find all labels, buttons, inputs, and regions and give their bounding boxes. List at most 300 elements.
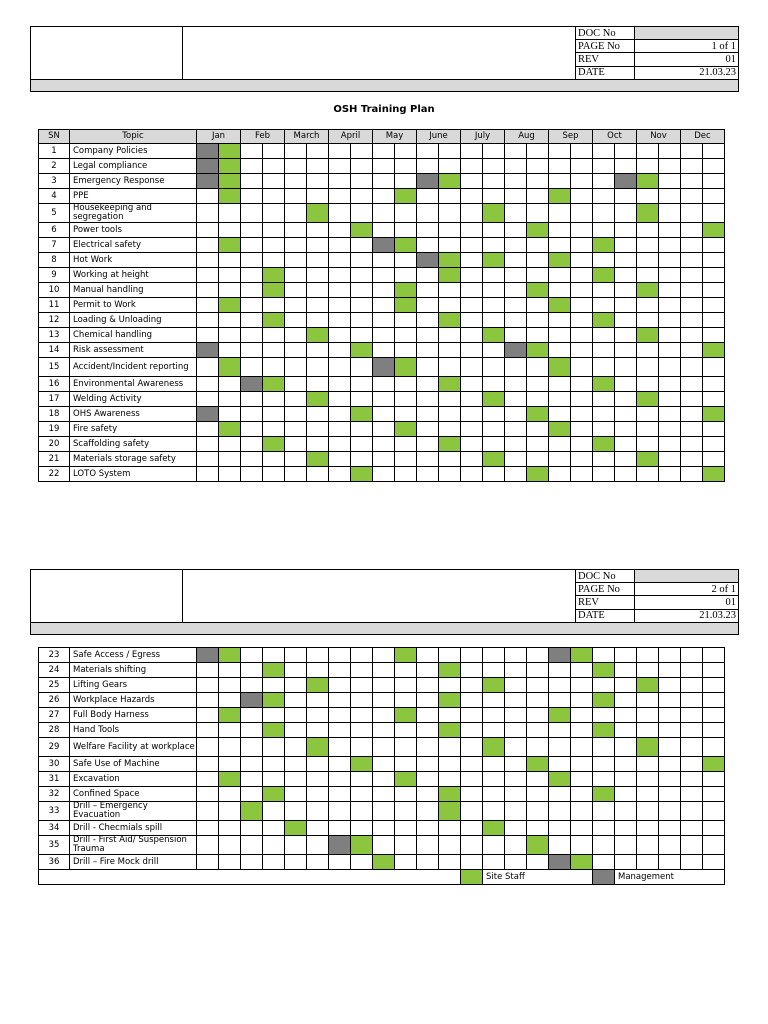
- schedule-cell: [703, 738, 725, 757]
- schedule-cell: [373, 283, 395, 298]
- schedule-cell: [417, 238, 439, 253]
- schedule-cell: [461, 253, 483, 268]
- schedule-cell: [263, 678, 285, 693]
- schedule-cell: [527, 802, 549, 821]
- schedule-cell: [395, 467, 417, 482]
- site-staff-cell: [219, 174, 241, 189]
- site-staff-cell: [593, 723, 615, 738]
- schedule-cell: [483, 268, 505, 283]
- schedule-cell: [681, 772, 703, 787]
- schedule-cell: [285, 189, 307, 204]
- schedule-cell: [351, 772, 373, 787]
- date-value: 21.03.23: [635, 609, 739, 622]
- row-topic: Manual handling: [70, 283, 197, 298]
- schedule-cell: [395, 377, 417, 392]
- schedule-cell: [263, 223, 285, 238]
- schedule-cell: [637, 189, 659, 204]
- schedule-cell: [373, 159, 395, 174]
- table-row: [39, 648, 725, 663]
- schedule-cell: [285, 738, 307, 757]
- row-topic: Chemical handling: [70, 328, 197, 343]
- schedule-cell: [219, 757, 241, 772]
- schedule-cell: [681, 663, 703, 678]
- schedule-cell: [263, 204, 285, 223]
- schedule-cell: [549, 343, 571, 358]
- site-staff-cell: [395, 708, 417, 723]
- row-topic: Welfare Facility at workplace: [70, 738, 197, 757]
- schedule-cell: [219, 693, 241, 708]
- schedule-cell: [439, 648, 461, 663]
- row-topic: Hand Tools: [70, 723, 197, 738]
- schedule-cell: [263, 772, 285, 787]
- row-sn: 1: [39, 144, 70, 159]
- schedule-cell: [505, 802, 527, 821]
- schedule-cell: [527, 313, 549, 328]
- schedule-cell: [483, 159, 505, 174]
- schedule-cell: [505, 313, 527, 328]
- management-cell: [197, 343, 219, 358]
- table-row: [39, 787, 725, 802]
- schedule-cell: [505, 253, 527, 268]
- schedule-cell: [615, 422, 637, 437]
- schedule-cell: [197, 663, 219, 678]
- schedule-cell: [505, 298, 527, 313]
- schedule-cell: [197, 821, 219, 836]
- schedule-cell: [307, 253, 329, 268]
- schedule-cell: [307, 663, 329, 678]
- schedule-cell: [329, 772, 351, 787]
- schedule-cell: [549, 377, 571, 392]
- schedule-cell: [549, 174, 571, 189]
- schedule-cell: [637, 772, 659, 787]
- schedule-cell: [263, 174, 285, 189]
- schedule-cell: [439, 144, 461, 159]
- schedule-cell: [681, 223, 703, 238]
- schedule-cell: [219, 836, 241, 855]
- site-staff-cell: [263, 723, 285, 738]
- schedule-cell: [703, 787, 725, 802]
- schedule-cell: [571, 467, 593, 482]
- schedule-cell: [351, 437, 373, 452]
- schedule-cell: [637, 223, 659, 238]
- table-row: [39, 708, 725, 723]
- site-staff-cell: [637, 328, 659, 343]
- schedule-cell: [417, 313, 439, 328]
- schedule-cell: [615, 204, 637, 223]
- schedule-cell: [285, 422, 307, 437]
- table-row: [39, 738, 725, 757]
- schedule-cell: [329, 358, 351, 377]
- legend-row: [39, 870, 725, 885]
- header-title-area: [183, 27, 576, 80]
- schedule-cell: [307, 821, 329, 836]
- schedule-cell: [505, 663, 527, 678]
- schedule-cell: [571, 787, 593, 802]
- schedule-cell: [505, 204, 527, 223]
- site-staff-cell: [439, 723, 461, 738]
- logo-area: [31, 570, 183, 623]
- schedule-cell: [329, 723, 351, 738]
- schedule-cell: [219, 663, 241, 678]
- schedule-cell: [197, 238, 219, 253]
- schedule-cell: [395, 821, 417, 836]
- schedule-cell: [461, 467, 483, 482]
- schedule-cell: [571, 452, 593, 467]
- row-sn: 16: [39, 377, 70, 392]
- schedule-cell: [549, 693, 571, 708]
- schedule-cell: [307, 693, 329, 708]
- row-sn: 22: [39, 467, 70, 482]
- schedule-cell: [527, 648, 549, 663]
- schedule-cell: [307, 268, 329, 283]
- row-topic: Welding Activity: [70, 392, 197, 407]
- schedule-cell: [461, 802, 483, 821]
- schedule-cell: [351, 238, 373, 253]
- schedule-cell: [395, 452, 417, 467]
- schedule-cell: [681, 313, 703, 328]
- schedule-cell: [373, 268, 395, 283]
- date-label: DATE: [576, 609, 635, 622]
- schedule-cell: [351, 787, 373, 802]
- site-staff-cell: [637, 738, 659, 757]
- table-row: [39, 467, 725, 482]
- schedule-cell: [483, 802, 505, 821]
- schedule-cell: [439, 422, 461, 437]
- management-cell: [197, 144, 219, 159]
- schedule-cell: [549, 223, 571, 238]
- schedule-cell: [417, 802, 439, 821]
- table-row: [39, 678, 725, 693]
- schedule-cell: [703, 422, 725, 437]
- row-topic: Risk assessment: [70, 343, 197, 358]
- schedule-cell: [593, 836, 615, 855]
- schedule-cell: [263, 648, 285, 663]
- schedule-cell: [549, 313, 571, 328]
- schedule-cell: [219, 407, 241, 422]
- row-topic: Hot Work: [70, 253, 197, 268]
- schedule-cell: [681, 392, 703, 407]
- schedule-cell: [703, 663, 725, 678]
- site-staff-cell: [351, 836, 373, 855]
- schedule-cell: [373, 343, 395, 358]
- schedule-cell: [285, 328, 307, 343]
- schedule-cell: [571, 437, 593, 452]
- schedule-cell: [461, 678, 483, 693]
- schedule-cell: [615, 467, 637, 482]
- schedule-cell: [197, 268, 219, 283]
- site-staff-cell: [439, 313, 461, 328]
- schedule-cell: [373, 836, 395, 855]
- schedule-cell: [329, 648, 351, 663]
- site-staff-cell: [439, 787, 461, 802]
- row-sn: 3: [39, 174, 70, 189]
- schedule-cell: [307, 437, 329, 452]
- schedule-cell: [703, 708, 725, 723]
- site-staff-cell: [593, 377, 615, 392]
- site-staff-cell: [395, 648, 417, 663]
- row-sn: 6: [39, 223, 70, 238]
- schedule-cell: [571, 772, 593, 787]
- schedule-cell: [527, 772, 549, 787]
- schedule-cell: [571, 223, 593, 238]
- site-staff-cell: [395, 283, 417, 298]
- schedule-cell: [659, 802, 681, 821]
- rev-value: 01: [635, 596, 739, 609]
- schedule-cell: [703, 437, 725, 452]
- schedule-cell: [285, 343, 307, 358]
- schedule-cell: [263, 328, 285, 343]
- schedule-cell: [703, 452, 725, 467]
- schedule-cell: [615, 648, 637, 663]
- site-staff-cell: [263, 663, 285, 678]
- schedule-cell: [197, 422, 219, 437]
- schedule-cell: [571, 663, 593, 678]
- schedule-cell: [703, 772, 725, 787]
- site-staff-cell: [395, 772, 417, 787]
- schedule-cell: [659, 223, 681, 238]
- row-sn: 19: [39, 422, 70, 437]
- schedule-cell: [329, 757, 351, 772]
- schedule-cell: [417, 298, 439, 313]
- schedule-cell: [681, 723, 703, 738]
- row-topic: Workplace Hazards: [70, 693, 197, 708]
- schedule-cell: [659, 723, 681, 738]
- schedule-cell: [219, 821, 241, 836]
- schedule-cell: [285, 144, 307, 159]
- column-header-month: Nov: [637, 130, 681, 144]
- schedule-cell: [307, 802, 329, 821]
- schedule-cell: [263, 189, 285, 204]
- schedule-cell: [505, 648, 527, 663]
- schedule-cell: [593, 407, 615, 422]
- schedule-cell: [373, 757, 395, 772]
- schedule-cell: [615, 358, 637, 377]
- site-staff-cell: [439, 253, 461, 268]
- schedule-cell: [197, 358, 219, 377]
- schedule-cell: [219, 223, 241, 238]
- schedule-cell: [351, 189, 373, 204]
- schedule-cell: [505, 757, 527, 772]
- row-sn: 8: [39, 253, 70, 268]
- schedule-cell: [395, 738, 417, 757]
- schedule-cell: [329, 377, 351, 392]
- schedule-cell: [681, 377, 703, 392]
- schedule-cell: [681, 174, 703, 189]
- schedule-cell: [241, 821, 263, 836]
- schedule-cell: [505, 693, 527, 708]
- schedule-cell: [285, 855, 307, 870]
- site-staff-cell: [527, 223, 549, 238]
- row-sn: 20: [39, 437, 70, 452]
- column-header-month: Sep: [549, 130, 593, 144]
- site-staff-cell: [483, 253, 505, 268]
- schedule-cell: [307, 283, 329, 298]
- site-staff-cell: [307, 204, 329, 223]
- schedule-cell: [307, 377, 329, 392]
- schedule-cell: [659, 437, 681, 452]
- schedule-cell: [351, 377, 373, 392]
- schedule-cell: [351, 738, 373, 757]
- schedule-cell: [571, 693, 593, 708]
- schedule-cell: [285, 159, 307, 174]
- schedule-cell: [351, 174, 373, 189]
- schedule-cell: [219, 253, 241, 268]
- schedule-cell: [659, 343, 681, 358]
- schedule-cell: [263, 159, 285, 174]
- schedule-cell: [637, 313, 659, 328]
- schedule-cell: [637, 358, 659, 377]
- schedule-cell: [219, 268, 241, 283]
- schedule-cell: [527, 663, 549, 678]
- schedule-cell: [505, 189, 527, 204]
- schedule-cell: [351, 253, 373, 268]
- site-staff-cell: [219, 159, 241, 174]
- schedule-cell: [417, 738, 439, 757]
- site-staff-cell: [483, 678, 505, 693]
- schedule-cell: [615, 392, 637, 407]
- schedule-cell: [615, 855, 637, 870]
- schedule-cell: [637, 648, 659, 663]
- site-staff-cell: [439, 663, 461, 678]
- rev-value: 01: [635, 53, 739, 66]
- schedule-cell: [527, 328, 549, 343]
- schedule-cell: [351, 283, 373, 298]
- schedule-cell: [263, 855, 285, 870]
- site-staff-cell: [549, 253, 571, 268]
- site-staff-cell: [483, 821, 505, 836]
- schedule-cell: [439, 298, 461, 313]
- schedule-cell: [703, 204, 725, 223]
- schedule-cell: [241, 298, 263, 313]
- table-row: [39, 328, 725, 343]
- schedule-cell: [197, 223, 219, 238]
- schedule-cell: [351, 678, 373, 693]
- schedule-cell: [703, 855, 725, 870]
- site-staff-cell: [263, 377, 285, 392]
- schedule-cell: [571, 144, 593, 159]
- site-staff-cell: [351, 223, 373, 238]
- schedule-cell: [527, 452, 549, 467]
- schedule-cell: [615, 836, 637, 855]
- schedule-cell: [417, 392, 439, 407]
- schedule-cell: [681, 802, 703, 821]
- site-staff-cell: [219, 298, 241, 313]
- schedule-cell: [571, 268, 593, 283]
- schedule-cell: [483, 757, 505, 772]
- schedule-cell: [417, 467, 439, 482]
- schedule-cell: [329, 159, 351, 174]
- schedule-cell: [527, 358, 549, 377]
- schedule-cell: [615, 298, 637, 313]
- schedule-cell: [329, 144, 351, 159]
- schedule-cell: [549, 738, 571, 757]
- schedule-cell: [219, 723, 241, 738]
- column-header-sn: SN: [39, 130, 70, 144]
- schedule-cell: [505, 159, 527, 174]
- schedule-cell: [439, 855, 461, 870]
- schedule-cell: [637, 663, 659, 678]
- schedule-cell: [615, 268, 637, 283]
- management-cell: [417, 253, 439, 268]
- schedule-cell: [549, 663, 571, 678]
- schedule-cell: [637, 298, 659, 313]
- training-plan-table-continued: [38, 647, 725, 885]
- page-no-label: PAGE No: [576, 583, 635, 596]
- schedule-cell: [681, 855, 703, 870]
- schedule-cell: [659, 174, 681, 189]
- page-title: OSH Training Plan: [333, 104, 435, 115]
- table-row: [39, 159, 725, 174]
- schedule-cell: [219, 343, 241, 358]
- schedule-cell: [219, 787, 241, 802]
- site-staff-cell: [483, 452, 505, 467]
- date-label: DATE: [576, 66, 635, 79]
- schedule-cell: [593, 422, 615, 437]
- schedule-cell: [571, 802, 593, 821]
- site-staff-cell: [439, 268, 461, 283]
- schedule-cell: [549, 392, 571, 407]
- schedule-cell: [461, 821, 483, 836]
- schedule-cell: [703, 377, 725, 392]
- page-no-label: PAGE No: [576, 40, 635, 53]
- table-row: [39, 283, 725, 298]
- row-sn: 9: [39, 268, 70, 283]
- schedule-cell: [263, 802, 285, 821]
- schedule-cell: [351, 855, 373, 870]
- schedule-cell: [505, 772, 527, 787]
- schedule-cell: [241, 313, 263, 328]
- schedule-cell: [615, 757, 637, 772]
- schedule-cell: [527, 723, 549, 738]
- schedule-cell: [681, 467, 703, 482]
- site-staff-cell: [703, 757, 725, 772]
- schedule-cell: [373, 189, 395, 204]
- schedule-cell: [197, 802, 219, 821]
- site-staff-cell: [439, 377, 461, 392]
- schedule-cell: [703, 268, 725, 283]
- schedule-cell: [329, 708, 351, 723]
- schedule-cell: [703, 648, 725, 663]
- schedule-cell: [549, 757, 571, 772]
- site-staff-cell: [527, 757, 549, 772]
- schedule-cell: [549, 159, 571, 174]
- schedule-cell: [285, 253, 307, 268]
- schedule-cell: [241, 452, 263, 467]
- management-cell: [417, 174, 439, 189]
- schedule-cell: [417, 343, 439, 358]
- schedule-cell: [439, 467, 461, 482]
- row-topic: Full Body Harness: [70, 708, 197, 723]
- schedule-cell: [637, 377, 659, 392]
- schedule-cell: [197, 253, 219, 268]
- schedule-cell: [329, 253, 351, 268]
- schedule-cell: [549, 802, 571, 821]
- table-row: [39, 174, 725, 189]
- site-staff-cell: [549, 358, 571, 377]
- management-cell: [197, 648, 219, 663]
- schedule-cell: [197, 757, 219, 772]
- schedule-cell: [241, 836, 263, 855]
- schedule-cell: [417, 708, 439, 723]
- site-staff-cell: [483, 328, 505, 343]
- schedule-cell: [615, 708, 637, 723]
- schedule-cell: [373, 772, 395, 787]
- site-staff-cell: [439, 437, 461, 452]
- schedule-cell: [461, 663, 483, 678]
- schedule-cell: [395, 663, 417, 678]
- site-staff-cell: [637, 204, 659, 223]
- row-topic: Legal compliance: [70, 159, 197, 174]
